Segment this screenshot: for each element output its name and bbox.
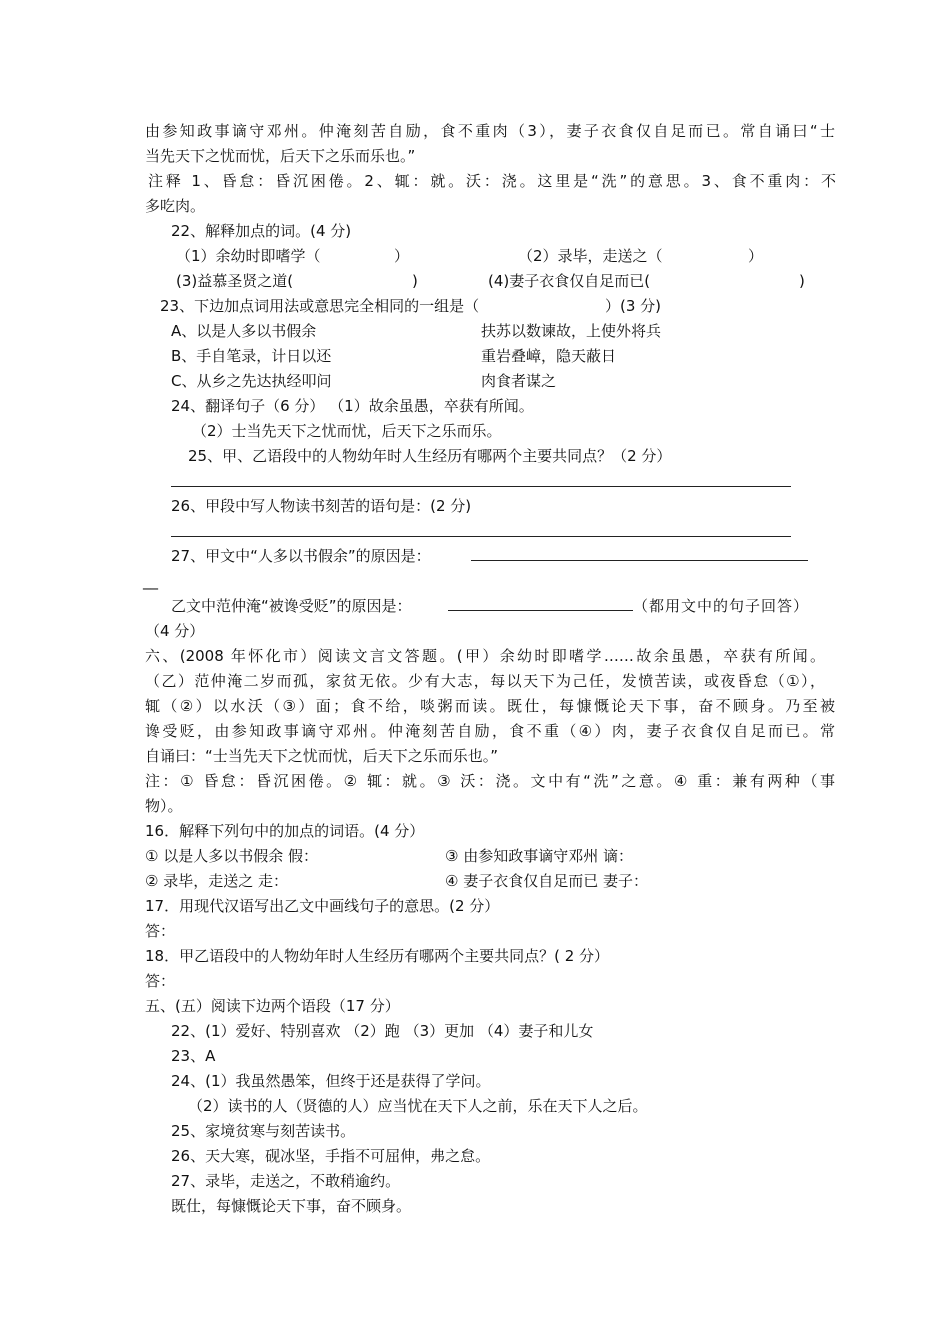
text-line: 23、下边加点词用法或意思完全相同的一组是（ [160, 297, 480, 315]
text-line: 重岩叠嶂，隐天蔽日 [481, 347, 617, 365]
text-line: （乙）范仲淹二岁而孤，家贫无依。少有大志，每以天下为己任，发愤苦读，或夜昏怠（①）， [145, 672, 825, 690]
text-line: ） [394, 247, 410, 265]
text-line: （2）录毕，走送之（ [518, 247, 663, 265]
text-line: 辄（②）以水沃（③）面；食不给，啖粥而读。既仕，每慷慨论天下事，奋不顾身。乃至被 [145, 697, 835, 715]
answer-blank-line[interactable] [171, 536, 791, 537]
text-line: (4)妻子衣食仅自足而已( [488, 272, 651, 290]
text-line: 乙文中范仲淹“被谗受贬”的原因是： [171, 597, 412, 615]
text-line: B、手自笔录，计日以还 [171, 347, 332, 365]
text-line: 由参知政事谪守邓州。仲淹刻苦自励，食不重肉（3），妻子衣食仅自足而已。常自诵曰“士 [145, 122, 835, 140]
text-line: （都用文中的句子回答） [633, 597, 808, 615]
text-line: 22、解释加点的词。(4 分) [171, 222, 352, 240]
text-line: （2）士当先天下之忧而忧，后天下之乐而乐。 [192, 422, 502, 440]
text-line: 答： [145, 922, 176, 940]
answer-blank-line[interactable] [471, 560, 808, 561]
text-line: 24、(1）我虽然愚笨，但终于还是获得了学问。 [171, 1072, 491, 1090]
text-line: 25、家境贫寒与刻苦读书。 [171, 1122, 356, 1140]
text-line: 27、录毕，走送之，不敢稍逾约。 [171, 1172, 401, 1190]
text-line: 18．甲乙语段中的人物幼年时人生经历有哪两个主要共同点？( 2 分） [145, 947, 610, 965]
text-line: ③ 由参知政事谪守邓州 谪： [445, 847, 633, 865]
text-line: C、从乡之先达执经叩问 [171, 372, 332, 390]
text-line: 多吃肉。 [145, 197, 206, 215]
text-line: 当先天下之忧而忧，后天下之乐而乐也。” [145, 147, 416, 165]
text-line: 25、甲、乙语段中的人物幼年时人生经历有哪两个主要共同点？（2 分） [188, 447, 672, 465]
text-line: ④ 妻子衣食仅自足而已 妻子： [445, 872, 648, 890]
text-line: ）(3 分) [605, 297, 662, 315]
text-line: 谗受贬，由参知政事谪守邓州。仲淹刻苦自励，食不重（④）肉，妻子衣食仅自足而已。常 [145, 722, 835, 740]
text-line: ② 录毕，走送之 走： [145, 872, 288, 890]
text-line: 24、翻译句子（6 分） （1）故余虽愚，卒获有所闻。 [171, 397, 534, 415]
text-line: (3)益慕圣贤之道( [176, 272, 294, 290]
text-line: 六、(2008 年怀化市）阅读文言文答题。(甲）余幼时即嗜学……故余虽愚，卒获有所闻。 [145, 647, 825, 665]
text-line: 16．解释下列句中的加点的词语。(4 分） [145, 822, 425, 840]
text-line: 注：① 昏怠：昏沉困倦。② 辄：就。③ 沃：浇。文中有“洗”之意。④ 重：兼有两种（事 [145, 772, 835, 790]
text-line: 答： [145, 972, 176, 990]
text-line: （2）读书的人（贤德的人）应当忧在天下人之前，乐在天下人之后。 [188, 1097, 648, 1115]
text-line: 物）。 [145, 797, 183, 815]
text-line: 26、天大寒，砚冰坚，手指不可屈伸，弗之怠。 [171, 1147, 491, 1165]
text-line: 27、甲文中“人多以书假余”的原因是： [171, 547, 431, 565]
text-line: 肉食者谋之 [481, 372, 557, 390]
text-line: （1）余幼时即嗜学（ [176, 247, 321, 265]
text-line: 自诵曰：“士当先天下之忧而忧，后天下之乐而乐也。” [145, 747, 499, 765]
text-line: 22、(1）爱好、特别喜欢 （2）跑 （3）更加 （4）妻子和儿女 [171, 1022, 594, 1040]
answer-blank-line[interactable] [171, 486, 791, 487]
text-line: 注释 1、昏怠：昏沉困倦。2、辄：就。沃：浇。这里是“洗”的意思。3、食不重肉：不 [148, 172, 836, 190]
text-line: 17．用现代汉语写出乙文中画线句子的意思。(2 分） [145, 897, 500, 915]
text-line: 五、(五）阅读下边两个语段（17 分） [145, 997, 400, 1015]
text-line: ) [799, 272, 805, 290]
text-line: A、以是人多以书假余 [171, 322, 317, 340]
text-line: __ [143, 572, 158, 590]
text-line: 23、A [171, 1047, 216, 1065]
text-line: 扶苏以数谏故，上使外将兵 [481, 322, 662, 340]
text-line: ) [412, 272, 418, 290]
text-line: （4 分） [145, 622, 205, 640]
text-line: 26、甲段中写人物读书刻苦的语句是：(2 分) [171, 497, 472, 515]
answer-blank-line[interactable] [448, 610, 633, 611]
text-line: ） [748, 247, 764, 265]
text-line: 既仕，每慷慨论天下事，奋不顾身。 [171, 1197, 412, 1215]
text-line: ① 以是人多以书假余 假： [145, 847, 318, 865]
